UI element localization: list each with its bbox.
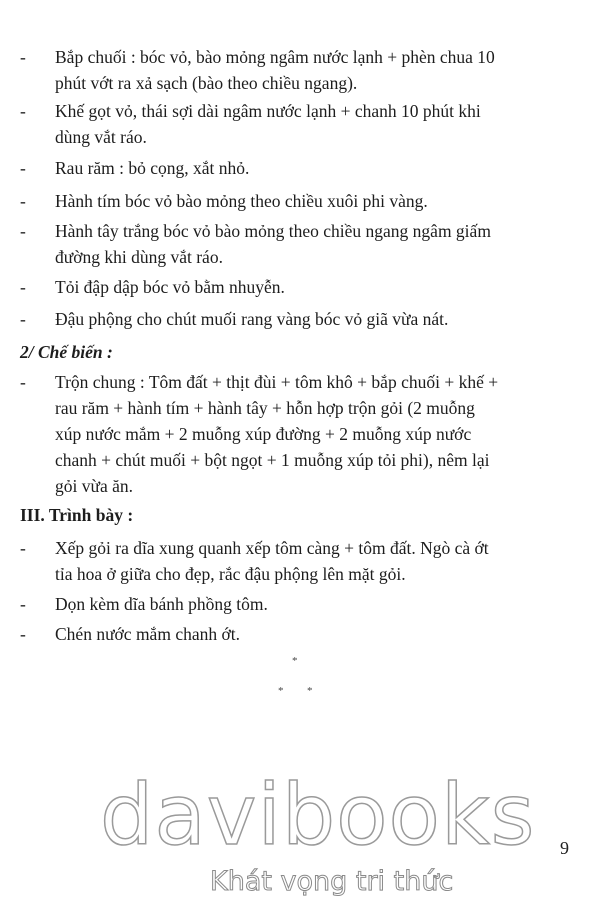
list-line: gỏi vừa ăn. bbox=[55, 476, 134, 496]
list-line: đường khi dùng vắt ráo. bbox=[55, 247, 223, 267]
list-line: dùng vắt ráo. bbox=[55, 127, 147, 147]
list-line: Hành tím bóc vỏ bào mỏng theo chiều xuôi phi vàng. bbox=[55, 191, 428, 211]
list-dash: - bbox=[20, 47, 26, 67]
section-heading-trinh-bay: III. Trình bày : bbox=[20, 505, 134, 525]
watermark-logo: davibooks bbox=[100, 766, 536, 864]
ornament-star: * bbox=[278, 685, 284, 697]
list-line: Trộn chung : Tôm đất + thịt đùi + tôm khô + bắp chuối + khế + bbox=[55, 372, 499, 392]
section-heading-che-bien: 2/ Chế biến : bbox=[20, 342, 113, 362]
list-dash: - bbox=[20, 191, 26, 211]
list-line: Chén nước mắm chanh ớt. bbox=[55, 624, 240, 644]
list-dash: - bbox=[20, 372, 26, 392]
list-dash: - bbox=[20, 277, 26, 297]
list-line: Bắp chuối : bóc vỏ, bào mỏng ngâm nước lạnh + phèn chua 10 bbox=[55, 47, 495, 67]
list-line: Dọn kèm dĩa bánh phồng tôm. bbox=[55, 594, 268, 614]
list-line: Rau răm : bỏ cọng, xắt nhỏ. bbox=[55, 158, 250, 178]
list-line: Tỏi đập dập bóc vỏ bằm nhuyễn. bbox=[55, 277, 285, 297]
list-dash: - bbox=[20, 594, 26, 614]
ornament-star: * bbox=[307, 685, 313, 697]
list-dash: - bbox=[20, 221, 26, 241]
page-number: 9 bbox=[560, 838, 569, 858]
list-dash: - bbox=[20, 158, 26, 178]
list-line: Xếp gỏi ra dĩa xung quanh xếp tôm càng + tôm đất. Ngò cà ớt bbox=[55, 538, 489, 558]
list-dash: - bbox=[20, 309, 26, 329]
list-line: chanh + chút muối + bột ngọt + 1 muỗng xúp tỏi phi), nêm lại bbox=[55, 450, 490, 470]
list-line: xúp nước mắm + 2 muỗng xúp đường + 2 muỗng xúp nước bbox=[55, 424, 472, 444]
list-dash: - bbox=[20, 538, 26, 558]
watermark-slogan: Khát vọng tri thức bbox=[210, 866, 454, 897]
ornament-star: * bbox=[292, 655, 298, 667]
list-line: rau răm + hành tím + hành tây + hỗn hợp trộn gỏi (2 muỗng bbox=[55, 398, 475, 418]
list-line: Hành tây trắng bóc vỏ bào mỏng theo chiều ngang ngâm giấm bbox=[55, 221, 491, 241]
list-line: tỉa hoa ở giữa cho đẹp, rắc đậu phộng lên mặt gỏi. bbox=[55, 564, 406, 584]
list-dash: - bbox=[20, 624, 26, 644]
list-dash: - bbox=[20, 101, 26, 121]
list-line: phút vớt ra xả sạch (bào theo chiều ngang). bbox=[55, 73, 358, 93]
list-line: Khế gọt vỏ, thái sợi dài ngâm nước lạnh + chanh 10 phút khi bbox=[55, 101, 481, 121]
list-line: Đậu phộng cho chút muối rang vàng bóc vỏ giã vừa nát. bbox=[55, 309, 449, 329]
